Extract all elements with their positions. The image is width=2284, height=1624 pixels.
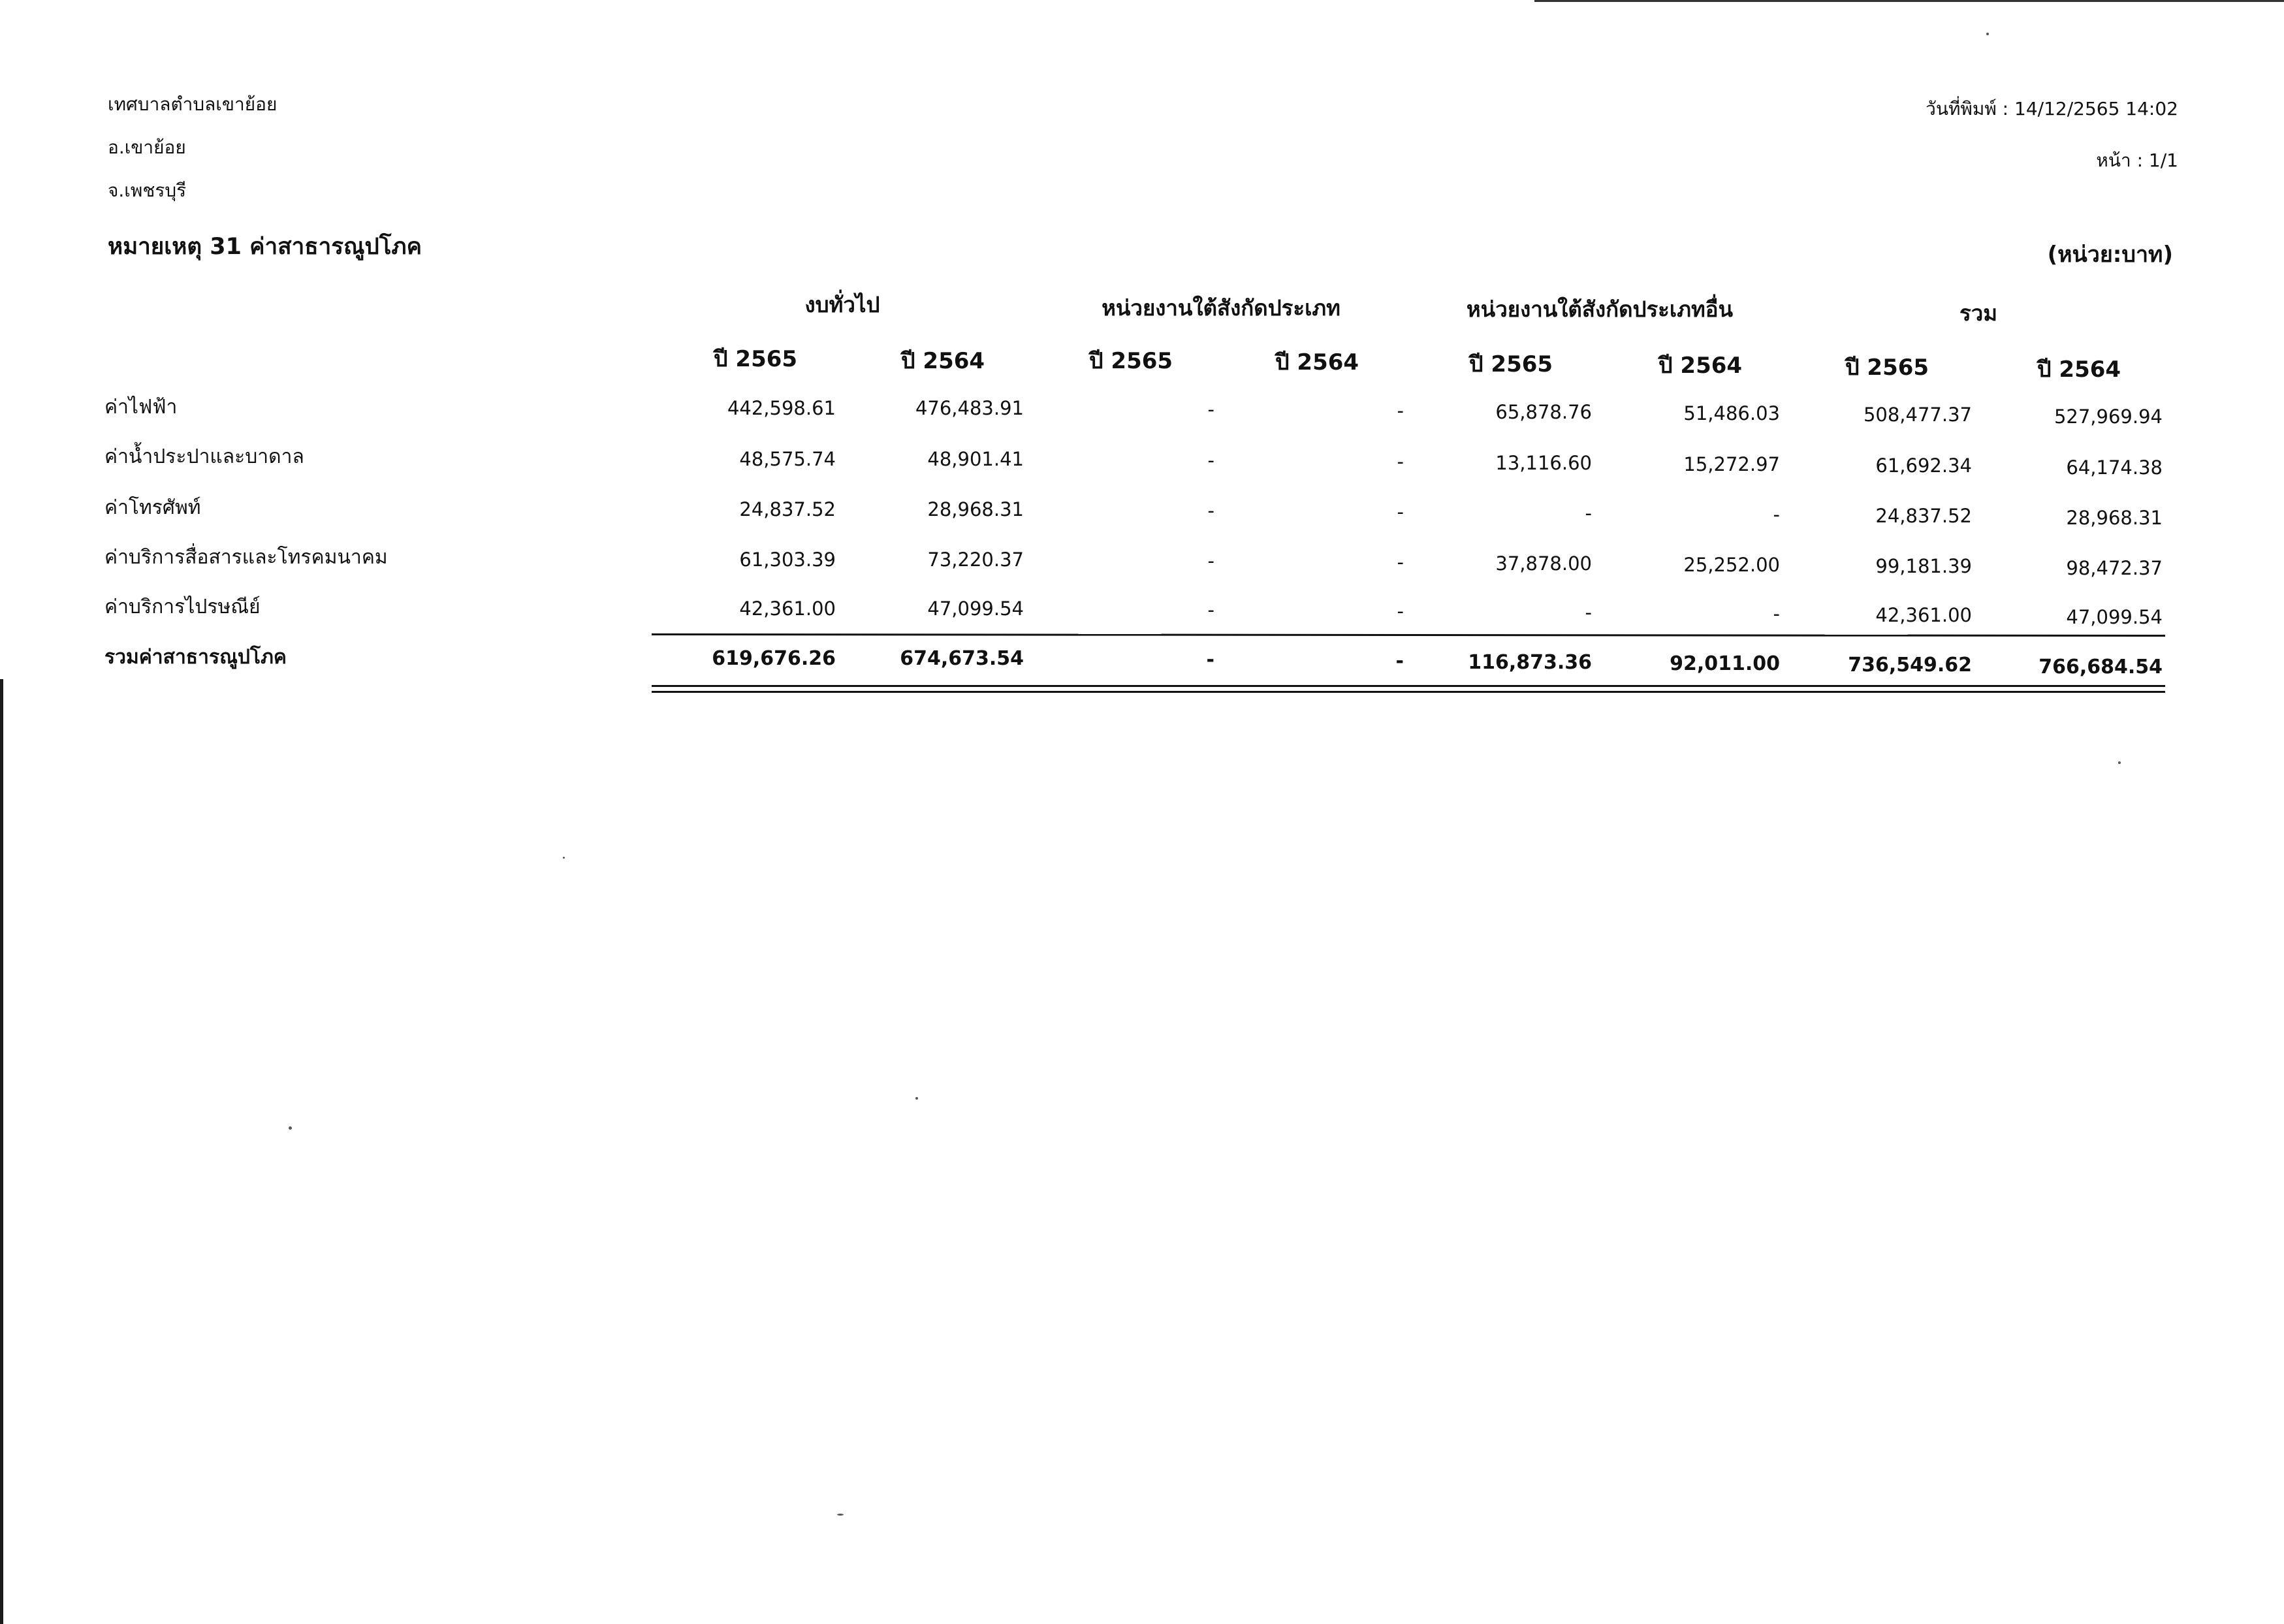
group-header-sub-units: หน่วยงานใต้สังกัดประเภท	[1102, 295, 1340, 321]
table-cell: 28,968.31	[2066, 507, 2163, 529]
total-top-rule	[652, 633, 2165, 637]
table-cell: 51,486.03	[1683, 402, 1780, 424]
table-cell: 28,968.31	[927, 498, 1024, 520]
scan-speck	[1986, 33, 1989, 35]
table-cell: -	[1207, 550, 1214, 572]
scan-edge-top	[1534, 0, 2284, 2]
table-cell: 73,220.37	[927, 549, 1024, 571]
table-cell: 24,837.52	[1875, 505, 1972, 527]
scan-edge-left	[0, 679, 3, 1624]
year-header: ปี 2564	[1275, 349, 1359, 375]
table-cell: -	[1397, 400, 1404, 422]
district-name: อ.เขาย้อย	[108, 136, 186, 158]
table-cell: -	[1207, 500, 1214, 522]
table-cell: 13,116.60	[1495, 452, 1592, 474]
row-label-postal: ค่าบริการไปรษณีย์	[104, 596, 261, 618]
total-cell: 766,684.54	[2038, 656, 2163, 678]
note-title: หมายเหตุ 31 ค่าสาธารณูปโภค	[108, 234, 422, 260]
total-cell: -	[1206, 648, 1214, 671]
table-cell: 25,252.00	[1683, 554, 1780, 576]
table-cell: 42,361.00	[1875, 604, 1972, 626]
table-cell: 64,174.38	[2066, 456, 2163, 479]
table-cell: 527,969.94	[2054, 406, 2163, 428]
table-cell: 42,361.00	[739, 597, 836, 620]
year-header: ปี 2564	[901, 348, 985, 374]
year-header: ปี 2565	[1089, 348, 1173, 374]
province-name: จ.เพชรบุรี	[108, 180, 187, 201]
table-cell: -	[1397, 451, 1404, 473]
table-cell: -	[1397, 600, 1404, 622]
table-cell: -	[1585, 601, 1592, 624]
year-header: ปี 2565	[1469, 351, 1553, 377]
group-header-other-units: หน่วยงานใต้สังกัดประเภทอื่น	[1466, 296, 1734, 322]
row-label-telecom: ค่าบริการสื่อสารและโทรคมนาคม	[104, 546, 388, 569]
total-cell: 619,676.26	[712, 647, 836, 670]
row-label-water: ค่าน้ำประปาและบาดาล	[104, 445, 304, 468]
table-cell: -	[1207, 398, 1214, 421]
unit-label: (หน่วย:บาท)	[2047, 242, 2173, 268]
table-cell: 65,878.76	[1495, 401, 1592, 423]
year-header: ปี 2565	[1845, 355, 1929, 381]
total-cell: -	[1395, 650, 1404, 673]
scan-speck	[289, 1126, 292, 1130]
table-cell: 24,837.52	[739, 498, 836, 520]
table-cell: 15,272.97	[1683, 453, 1780, 475]
table-cell: -	[1773, 603, 1780, 625]
year-header: ปี 2564	[2037, 357, 2121, 383]
table-cell: -	[1207, 599, 1214, 621]
row-label-electricity: ค่าไฟฟ้า	[104, 396, 178, 419]
table-cell: 61,692.34	[1875, 454, 1972, 477]
total-cell: 116,873.36	[1468, 651, 1592, 674]
year-header: ปี 2564	[1658, 353, 1743, 379]
group-header-total: รวม	[1959, 300, 1997, 326]
year-header: ปี 2565	[714, 346, 798, 372]
table-cell: 48,901.41	[927, 448, 1024, 470]
table-cell: -	[1397, 551, 1404, 573]
table-cell: 442,598.61	[727, 397, 836, 419]
total-cell: 92,011.00	[1670, 652, 1780, 675]
table-cell: 99,181.39	[1875, 555, 1972, 577]
total-cell: 736,549.62	[1848, 654, 1972, 677]
table-cell: 47,099.54	[927, 597, 1024, 620]
total-cell: 674,673.54	[900, 647, 1024, 670]
scan-speck	[2118, 761, 2121, 764]
table-cell: 476,483.91	[915, 397, 1024, 419]
print-date: วันที่พิมพ์ : 14/12/2565 14:02	[1926, 98, 2178, 119]
row-label-telephone: ค่าโทรศัพท์	[104, 496, 201, 519]
group-header-general: งบทั่วไป	[804, 292, 880, 317]
table-cell: -	[1585, 502, 1592, 524]
table-cell: 37,878.00	[1495, 552, 1592, 575]
table-cell: 48,575.74	[739, 448, 836, 470]
table-cell: 508,477.37	[1863, 404, 1972, 426]
row-label-total: รวมค่าสาธารณูปโภค	[104, 646, 287, 669]
scan-speck	[915, 1097, 918, 1100]
table-cell: -	[1397, 501, 1404, 523]
table-cell: 61,303.39	[739, 549, 836, 571]
table-cell: -	[1207, 449, 1214, 471]
total-double-rule-upper	[652, 685, 2165, 687]
page-number: หน้า : 1/1	[2096, 150, 2178, 171]
scan-speck	[563, 857, 565, 859]
org-name: เทศบาลตำบลเขาย้อย	[108, 93, 278, 115]
table-cell: 47,099.54	[2066, 606, 2163, 628]
scan-speck	[837, 1514, 844, 1516]
table-cell: -	[1773, 503, 1780, 526]
total-double-rule-lower	[652, 691, 2165, 693]
table-cell: 98,472.37	[2066, 557, 2163, 579]
